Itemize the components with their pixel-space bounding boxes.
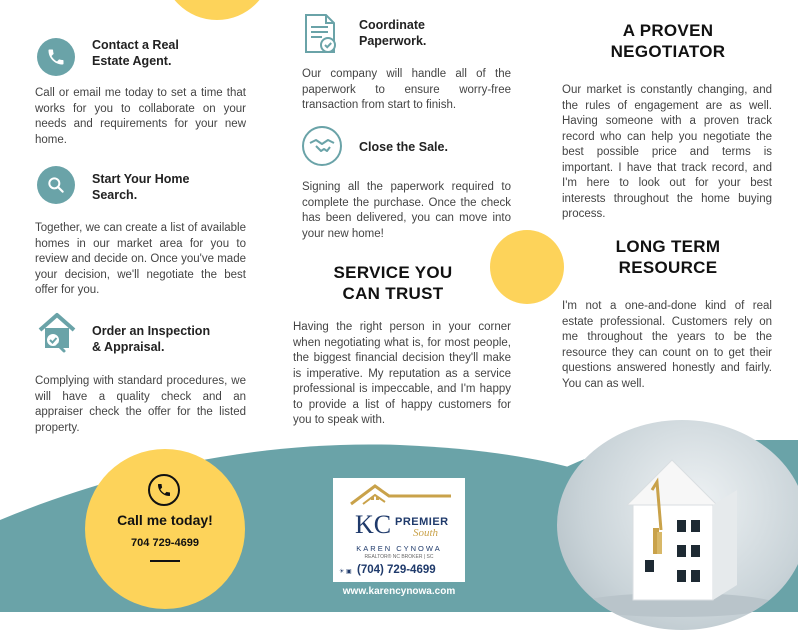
phone-icon <box>148 474 180 506</box>
search-icon <box>37 166 75 204</box>
negotiator-heading: A PROVEN NEGOTIATOR <box>610 21 726 61</box>
service-text: Having the right person in your corner when negotiating what is, for most people, the biggest financial decision they'll make is imperative. My reputation as a service professional is impeccable, and I'm happy to provide a list of happy customers for you to speak with. <box>293 321 511 426</box>
step-close-title: Close the Sale. <box>359 140 448 154</box>
website-link[interactable]: www.karencynowa.com <box>342 586 456 597</box>
resource-heading: LONG TERM RESOURCE <box>615 237 721 277</box>
step-close-text: Signing all the paperwork required to complete the purchase. Once the check has been delivered, you can move into your new home! <box>302 181 511 240</box>
logo-agent-name: KAREN CYNOWA <box>356 544 442 553</box>
divider <box>150 560 180 562</box>
handshake-icon <box>302 126 342 166</box>
negotiator-text: Our market is constantly changing, and the rules of engagement are as well. Having someone with a proven track record who can help you negotiate the best possible price and terms is important. I have that track record, and I'm here to look out for your best interests throughout the home buying process. <box>562 84 772 220</box>
logo-tagline: REALTOR® NC BROKER | SC <box>364 554 434 560</box>
phone-icon <box>37 38 75 76</box>
call-me-phone[interactable]: 704 729-4699 <box>131 537 199 549</box>
logo-brand-premier: PREMIER <box>395 516 449 528</box>
document-check-icon <box>300 12 340 56</box>
roof-logo-icon <box>333 480 465 510</box>
house-inspection-icon <box>36 310 78 354</box>
step-contact-text: Call or email me today to set a time that works for you to collaborate on your needs and requirements for your new home. <box>35 87 246 146</box>
step-search-text: Together, we can create a list of available homes in our market area for you to review and decide on. Once you've made your decision, we'll negotiate the best offer for you. <box>35 222 246 296</box>
house-photo <box>557 420 798 630</box>
step-paperwork-title: Coordinate Paperwork. <box>359 18 427 48</box>
step-inspection-title: Order an Inspection & Appraisal. <box>92 324 211 354</box>
brand-logo <box>333 478 465 582</box>
call-me-label: Call me today! <box>117 512 213 528</box>
step-inspection-text: Complying with standard procedures, we will have a quality check and an appraiser check the offer for the listed property. <box>35 375 246 434</box>
logo-brand-south: South <box>413 527 439 539</box>
service-heading: SERVICE YOU CAN TRUST <box>333 263 453 303</box>
call-me-badge <box>85 449 245 609</box>
logo-phone[interactable]: (704) 729-4699 <box>357 564 436 576</box>
house-model-illustration <box>557 420 798 630</box>
resource-text: I'm not a one-and-done kind of real estate professional. Customers rely on me throughout the years to be the resource they can count on to get their questions answered honestly and fairly. You can as well. <box>562 300 772 390</box>
logo-initials: KC <box>355 510 392 539</box>
logo-phone-icons: ☀ ▣ <box>339 569 352 575</box>
step-contact-title: Contact a Real Estate Agent. <box>92 38 179 68</box>
step-search-title: Start Your Home Search. <box>92 172 190 202</box>
step-paperwork-text: Our company will handle all of the paperwork to ensure worry-free transaction from start to finish. <box>302 68 511 111</box>
